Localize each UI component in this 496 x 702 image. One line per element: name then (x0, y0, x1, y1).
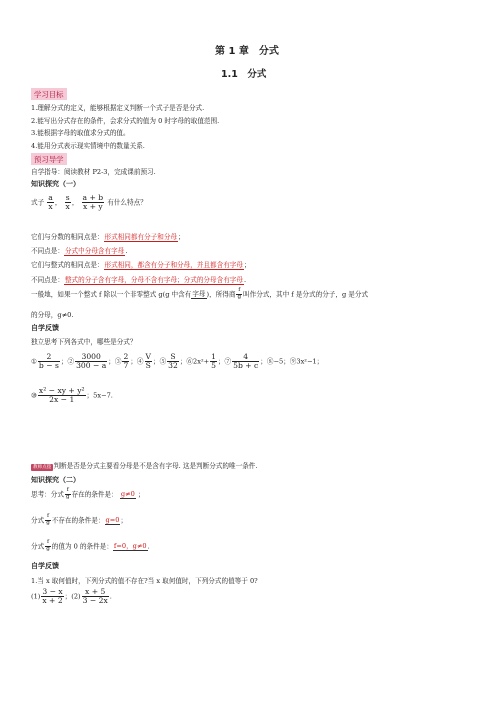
explore2-not-exist: 分式 $\frac{f}{g}$ 不存在的条件是：g=0； (31, 513, 128, 526)
teacher-note: 教师点拨 判断是否是分式主要看分母是不是含有字母. 这是判断分式的唯一条件. (33, 462, 258, 470)
self-guide: 自学指导：阅读教材 P2-3，完成课前预习. (31, 168, 156, 176)
goal-item: 4.能用分式表示现实情境中的数量关系. (31, 141, 145, 150)
fraction: $\frac{3 - x}{x + 2}$ (42, 587, 63, 605)
fraction: $\frac{f}{g}$ (46, 539, 50, 552)
fraction: $\frac{2}{7}$ (123, 352, 129, 370)
answer: 形式相同都有分子和分母 (104, 233, 178, 241)
fraction: $\frac{f}{g}$ (237, 287, 242, 300)
comparison-lines (31, 230, 251, 287)
goal-item: 2.能写出分式存在的条件，会求分式的值为 0 时字母的取值范围. (31, 116, 220, 125)
question-prefix: 式子 (31, 198, 45, 207)
goal-item: 1.理解分式的定义，能够根据定义判断一个式子是否是分式. (31, 104, 205, 112)
preview-tag: 预习导学 (31, 153, 67, 165)
fraction: $\frac{2}{b - s}$ (38, 352, 59, 370)
explore1-question: 式子 $\frac{a}{x}$ ， $\frac{s}{x}$ ， $\frac{a + b}{x + y}$ 有什么特点？ (31, 193, 147, 211)
chapter-title: 第 1 章 分式 (215, 46, 279, 57)
answer: g=0 (105, 516, 120, 525)
answer: 整式的分子含有字母，分母不含有字母；分式的分母含有字母 (64, 275, 243, 284)
fraction: $\frac{1}{5}$ (211, 352, 216, 370)
answer: 形式相同，都含有分子和分母，并且都含有字母 (104, 261, 243, 270)
feedback1-question: 独立思考下列各式中，哪些是分式？ (31, 338, 137, 346)
explore1-title: 知识探究（一） (31, 180, 80, 188)
fraction: $\frac{f}{g}$ (46, 513, 50, 526)
definition-line2: 的分母，g≠0. (31, 311, 74, 319)
comparison-line: 不同点是：分式中分母含有字母. (31, 247, 128, 256)
fraction: $\frac{S}{32}$ (168, 352, 178, 370)
answer: 分式中分母含有字母 (64, 247, 125, 256)
comparison-line: 不同点是：整式的分子含有字母，分母不含有字母；分式的分母含有字母. (31, 275, 247, 284)
goal-item: 3.能根据字母的取值求分式的值。 (31, 129, 130, 138)
explore2-think: 思考：分式 $\frac{f}{g}$ 存在的条件是： g≠0 ； (31, 487, 145, 500)
answer: g≠0 (120, 490, 135, 499)
section-title: 1.1 分式 (221, 69, 267, 80)
fraction: $\frac{V}{S}$ (145, 352, 151, 370)
comparison-line: 它们与分数的相同点是：形式相同都有分子和分母； (31, 233, 185, 241)
fraction: $\frac{f}{g}$ (65, 487, 70, 500)
fraction: $\frac{x + 5}{3 - 2x}$ (82, 587, 108, 605)
goals-list (31, 102, 219, 152)
feedback2-expressions: (1) $\frac{3 - x}{x + 2}$ ；(2) $\frac{x + 5}{3 - 2x}$ . (31, 587, 112, 605)
question-suffix: 有什么特点？ (107, 198, 147, 207)
fraction: $\frac{s}{x}$ (65, 193, 70, 211)
definition-line1: 一般地，如果一个整式 f 除以一个非零整式 g(g 中含有字母)，所得商 $\frac{f}{g}$ 叫作分式，其中 f 是分式的分子，g 是分式 (31, 287, 369, 300)
fraction: $\frac{a + b}{x + y}$ (82, 193, 104, 211)
fraction: $\frac{a}{x}$ (48, 193, 53, 211)
feedback1-title: 自学反馈 (31, 324, 59, 332)
comparison-line: 它们与整式的相同点是：形式相同，都含有分子和分母，并且都含有字母； (31, 261, 251, 270)
feedback2-question: 1.当 x 取何值时，下列分式的值不存在?当 x 取何值时，下列分式的值等于 0? (31, 577, 258, 585)
fraction: $\frac{4}{5b + c}$ (233, 352, 259, 370)
fraction: $\frac{\text{x² − xy + y²}}{2x - 1}$ (38, 386, 85, 404)
explore2-title: 知识探究（二） (31, 476, 80, 484)
answer: f=0，g≠0 (113, 542, 147, 551)
expressions-row1: ① $\frac{2}{b - s}$ ；② $\frac{3000}{300 - a}$ ；③ $\frac{2}{7}$ ；④ $\frac{V}{S}$ ；⑤ $\frac{S}{32}$ ；⑥2x²+ $\frac{1}{5}$ ；⑦ $\frac{4}{5b + c}$ ；⑧−5；⑨3x²−1； (31, 352, 324, 370)
teacher-note-badge: 教师点拨 (33, 465, 52, 470)
feedback2-title: 自学反馈 (31, 562, 59, 570)
explore2-zero: 分式 $\frac{f}{g}$ 的值为 0 的条件是：f=0，g≠0. (31, 539, 150, 552)
expressions-row2: ⑩ $\frac{\text{x² − xy + y²}}{2x - 1}$ ；5x−7. (31, 386, 113, 404)
fraction: $\frac{3000}{300 - a}$ (76, 352, 107, 370)
goals-tag: 学习目标 (31, 88, 67, 100)
